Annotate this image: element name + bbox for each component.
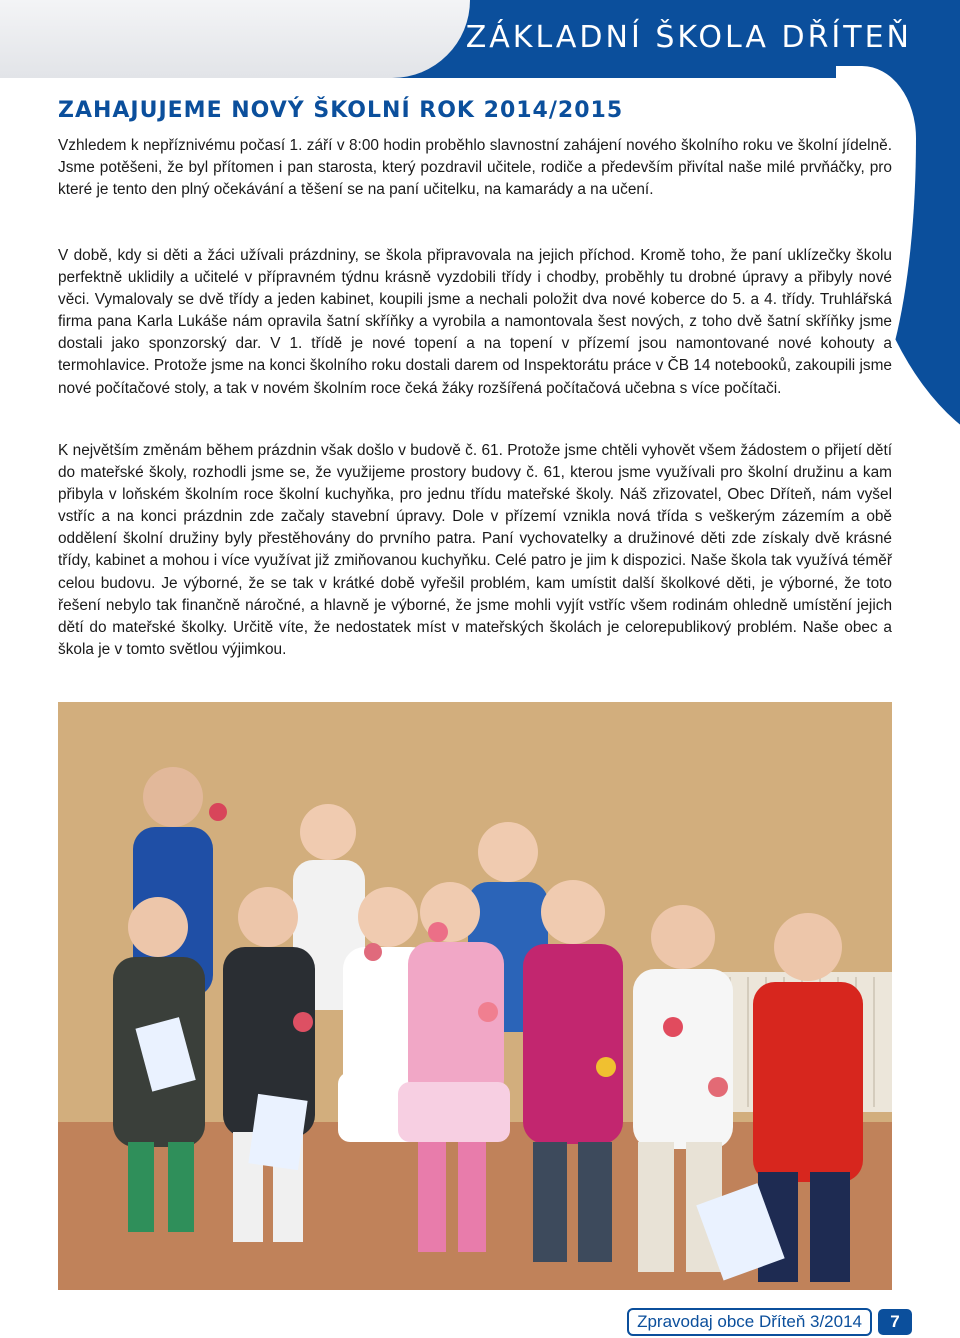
footer xyxy=(627,1307,912,1337)
article-paragraph-1: Vzhledem k nepříznivému počasí 1. září v 8:00 hodin proběhlo slavnostní zahájení nového školního roku ve školní jídelně. Jsme potěšeni, že byl přítomen i pan starosta, který pozdravil učitele, rodiče a především přivítal naše milé prvňáčky, pro které je tento den plný očekávání a těšení se na paní učitelku, na kamarády a na učení. xyxy=(58,137,892,199)
header-title: ZÁKLADNÍ ŠKOLA DŘÍTEŇ xyxy=(465,20,912,55)
article-paragraph-2: V době, kdy si děti a žáci užívali prázdniny, se škola připravovala na jejich příchod. Kromě toho, že paní uklízečky školu perfektně uklidily a učitelé v přípravném týdnu krásně vyzdobili třídy i chodby, proběhly tu drobné úpravy a přibyly nové věci. Vymalovaly se dvě třídy a jeden kabinet, koupili jsme a nechali položit dva nové koberce do 5. a 4. třídy. Truhlářská firma pana Karla Lukáše nám opravila šatní skříňky a vyrobila a namontovala šest nových, z toho dvě šatní skříňky jsme dostali jako sponzorský dar. V 1. třídě je nové topení a na topení v přízemí jsou namontované nové kohouty a termohlavice. Protože jsme na konci školního roku dostali darem od Inspektorátu práce v ČB 14 notebooků, zakoupili jsme nové počítačové stoly, a tak v novém školním roce čeká žáky rozšířená počítačová učebna s více počítači. xyxy=(58,247,892,397)
footer-publication-label: Zpravodaj obce Dříteň 3/2014 xyxy=(627,1308,872,1336)
children-with-flowers-photo xyxy=(58,702,892,1290)
article-title: ZAHAJUJEME NOVÝ ŠKOLNÍ ROK 2014/2015 xyxy=(58,98,624,123)
page-number: 7 xyxy=(878,1309,912,1335)
article-paragraph-3: K největším změnám během prázdnin však došlo v budově č. 61. Protože jsme chtěli vyhovět všem žádostem o přijetí dětí do mateřské školy, rozhodli jsme se, že využijeme prostory budovy č. 61, kterou jsme využívali pro školní družinu a kam přibyla v loňském školním roce školní kuchyňka, pro jednu třídu mateřské školy. Náš zřizovatel, Obec Dříteň, nám vyšel vstříc a na konci prázdnin zde začaly stavební úpravy. Dole v přízemí vznikla nová třída s veškerým zázemím a obě oddělení školní družiny byly přestěhovány do prvního patra. Paní vychovatelky a družinové děti zde získaly dvě krásné třídy, kabinet a mohou i více využívat již zmiňovanou kuchyňku. Celé patro je jim k dispozici. Naše škola tak využívá téměř celou budovu. Je výborné, že se tak v krátké době vyřešil problém, kam umístit další školkové děti, je výborné, že toto řešení nebylo tak finančně náročné, a hlavně je výborné, že jsme mohli vyjít vstříc všem rodinám ohledně umístění jejich dětí do mateřské školky. Určitě víte, že nedostatek míst v mateřských školách je celorepublikový problém. Naše obec a škola je v tomto světlou výjimkou. xyxy=(58,442,892,658)
photo-illustration xyxy=(58,702,892,1290)
header-light-shape xyxy=(0,0,470,78)
